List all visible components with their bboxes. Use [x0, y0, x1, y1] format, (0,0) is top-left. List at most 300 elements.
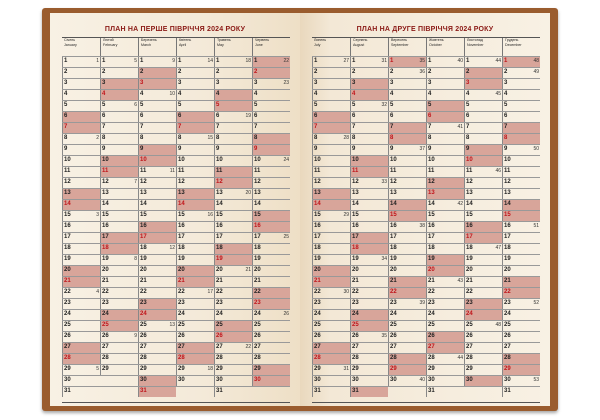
day-cell[interactable]	[464, 233, 502, 243]
day-cell[interactable]	[312, 255, 350, 265]
day-cell[interactable]	[138, 387, 176, 397]
day-cell[interactable]	[138, 233, 176, 243]
day-cell[interactable]	[464, 332, 502, 342]
day-cell[interactable]	[252, 321, 290, 331]
day-cell[interactable]	[312, 321, 350, 331]
day-cell[interactable]	[464, 145, 502, 155]
day-cell[interactable]	[502, 277, 540, 287]
day-cell[interactable]	[100, 354, 138, 364]
day-cell[interactable]	[350, 145, 388, 155]
day-cell[interactable]	[100, 244, 138, 254]
day-cell[interactable]	[312, 310, 350, 320]
day-cell[interactable]	[138, 200, 176, 210]
day-cell[interactable]	[502, 354, 540, 364]
day-cell[interactable]	[62, 310, 100, 320]
day-cell[interactable]	[176, 79, 214, 89]
day-cell[interactable]	[464, 200, 502, 210]
day-cell[interactable]	[252, 101, 290, 111]
day-cell[interactable]	[464, 123, 502, 133]
day-cell[interactable]	[100, 189, 138, 199]
day-cell[interactable]	[100, 156, 138, 166]
day-cell[interactable]	[388, 266, 426, 276]
day-cell[interactable]	[100, 101, 138, 111]
day-cell[interactable]	[426, 90, 464, 100]
day-cell[interactable]	[176, 277, 214, 287]
day-cell[interactable]	[176, 310, 214, 320]
day-cell[interactable]	[388, 189, 426, 199]
day-cell[interactable]	[252, 211, 290, 221]
day-cell[interactable]	[138, 321, 176, 331]
day-cell[interactable]	[388, 156, 426, 166]
day-cell[interactable]	[312, 57, 350, 67]
day-cell[interactable]	[176, 376, 214, 386]
day-cell[interactable]	[176, 266, 214, 276]
day-cell[interactable]	[252, 255, 290, 265]
day-cell[interactable]	[214, 145, 252, 155]
day-cell[interactable]	[312, 79, 350, 89]
day-cell[interactable]	[426, 310, 464, 320]
day-cell[interactable]	[252, 145, 290, 155]
day-cell[interactable]	[62, 222, 100, 232]
day-cell[interactable]	[138, 57, 176, 67]
day-cell[interactable]	[100, 90, 138, 100]
day-cell[interactable]	[464, 178, 502, 188]
day-cell[interactable]	[312, 101, 350, 111]
day-cell[interactable]	[100, 68, 138, 78]
day-cell[interactable]	[62, 211, 100, 221]
day-cell[interactable]	[464, 112, 502, 122]
day-cell[interactable]	[62, 365, 100, 375]
day-cell[interactable]	[350, 79, 388, 89]
day-cell[interactable]	[138, 112, 176, 122]
day-cell[interactable]	[350, 123, 388, 133]
day-cell[interactable]	[350, 255, 388, 265]
day-cell[interactable]	[464, 321, 502, 331]
day-cell[interactable]	[138, 90, 176, 100]
day-cell[interactable]	[502, 299, 540, 309]
day-cell[interactable]	[62, 79, 100, 89]
day-cell[interactable]	[176, 288, 214, 298]
day-cell[interactable]	[62, 288, 100, 298]
day-cell[interactable]	[62, 244, 100, 254]
day-cell[interactable]	[502, 178, 540, 188]
day-cell[interactable]	[252, 266, 290, 276]
day-cell[interactable]	[100, 310, 138, 320]
day-cell[interactable]	[350, 310, 388, 320]
day-cell[interactable]	[138, 79, 176, 89]
day-cell[interactable]	[502, 376, 540, 386]
day-cell[interactable]	[100, 79, 138, 89]
day-cell[interactable]	[100, 112, 138, 122]
day-cell[interactable]	[388, 376, 426, 386]
day-cell[interactable]	[502, 332, 540, 342]
day-cell[interactable]	[502, 387, 540, 397]
day-cell[interactable]	[62, 233, 100, 243]
day-cell[interactable]	[312, 222, 350, 232]
day-cell[interactable]	[388, 134, 426, 144]
day-cell[interactable]	[312, 178, 350, 188]
day-cell[interactable]	[388, 255, 426, 265]
day-cell[interactable]	[426, 387, 464, 397]
day-cell[interactable]	[214, 332, 252, 342]
day-cell[interactable]	[312, 365, 350, 375]
day-cell[interactable]	[464, 57, 502, 67]
day-cell[interactable]	[214, 255, 252, 265]
day-cell[interactable]	[214, 57, 252, 67]
day-cell[interactable]	[62, 57, 100, 67]
day-cell[interactable]	[62, 145, 100, 155]
day-cell[interactable]	[312, 211, 350, 221]
day-cell[interactable]	[464, 376, 502, 386]
day-cell[interactable]	[62, 112, 100, 122]
day-cell[interactable]	[350, 57, 388, 67]
day-cell[interactable]	[502, 57, 540, 67]
day-cell[interactable]	[252, 134, 290, 144]
day-cell[interactable]	[138, 354, 176, 364]
day-cell[interactable]	[214, 244, 252, 254]
day-cell[interactable]	[312, 156, 350, 166]
day-cell[interactable]	[388, 343, 426, 353]
day-cell[interactable]	[388, 79, 426, 89]
day-cell[interactable]	[502, 211, 540, 221]
day-cell[interactable]	[312, 266, 350, 276]
day-cell[interactable]	[350, 178, 388, 188]
day-cell[interactable]	[388, 332, 426, 342]
day-cell[interactable]	[252, 354, 290, 364]
day-cell[interactable]	[312, 145, 350, 155]
day-cell[interactable]	[388, 288, 426, 298]
day-cell[interactable]	[350, 277, 388, 287]
day-cell[interactable]	[252, 200, 290, 210]
day-cell[interactable]	[176, 134, 214, 144]
day-cell[interactable]	[176, 222, 214, 232]
day-cell[interactable]	[100, 277, 138, 287]
day-cell[interactable]	[350, 299, 388, 309]
day-cell[interactable]	[312, 288, 350, 298]
day-cell[interactable]	[138, 310, 176, 320]
day-cell[interactable]	[350, 266, 388, 276]
day-cell[interactable]	[388, 222, 426, 232]
day-cell[interactable]	[350, 354, 388, 364]
day-cell[interactable]	[138, 376, 176, 386]
day-cell[interactable]	[62, 68, 100, 78]
day-cell[interactable]	[464, 189, 502, 199]
day-cell[interactable]	[502, 310, 540, 320]
day-cell[interactable]	[214, 354, 252, 364]
day-cell[interactable]	[214, 277, 252, 287]
day-cell[interactable]	[426, 332, 464, 342]
day-cell[interactable]	[388, 200, 426, 210]
day-cell[interactable]	[176, 123, 214, 133]
day-cell[interactable]	[214, 156, 252, 166]
day-cell[interactable]	[176, 90, 214, 100]
day-cell[interactable]	[100, 266, 138, 276]
day-cell[interactable]	[388, 321, 426, 331]
day-cell[interactable]	[214, 321, 252, 331]
day-cell[interactable]	[464, 134, 502, 144]
day-cell[interactable]	[176, 68, 214, 78]
day-cell[interactable]	[176, 332, 214, 342]
day-cell[interactable]	[426, 211, 464, 221]
day-cell[interactable]	[138, 189, 176, 199]
day-cell[interactable]	[388, 299, 426, 309]
day-cell[interactable]	[388, 178, 426, 188]
day-cell[interactable]	[62, 343, 100, 353]
day-cell[interactable]	[426, 145, 464, 155]
day-cell[interactable]	[502, 266, 540, 276]
day-cell[interactable]	[214, 376, 252, 386]
day-cell[interactable]	[252, 156, 290, 166]
day-cell[interactable]	[464, 90, 502, 100]
day-cell[interactable]	[62, 255, 100, 265]
day-cell[interactable]	[502, 321, 540, 331]
day-cell[interactable]	[502, 244, 540, 254]
day-cell[interactable]	[350, 112, 388, 122]
day-cell[interactable]	[312, 299, 350, 309]
day-cell[interactable]	[100, 145, 138, 155]
day-cell[interactable]	[388, 167, 426, 177]
day-cell[interactable]	[214, 189, 252, 199]
day-cell[interactable]	[502, 101, 540, 111]
day-cell[interactable]	[388, 123, 426, 133]
day-cell[interactable]	[312, 343, 350, 353]
day-cell[interactable]	[176, 244, 214, 254]
day-cell[interactable]	[502, 68, 540, 78]
day-cell[interactable]	[312, 134, 350, 144]
day-cell[interactable]	[312, 387, 350, 397]
day-cell[interactable]	[100, 233, 138, 243]
day-cell[interactable]	[138, 244, 176, 254]
day-cell[interactable]	[214, 123, 252, 133]
day-cell[interactable]	[464, 255, 502, 265]
day-cell[interactable]	[252, 365, 290, 375]
day-cell[interactable]	[312, 233, 350, 243]
day-cell[interactable]	[502, 200, 540, 210]
day-cell[interactable]	[100, 365, 138, 375]
day-cell[interactable]	[426, 354, 464, 364]
day-cell[interactable]	[214, 200, 252, 210]
day-cell[interactable]	[388, 68, 426, 78]
day-cell[interactable]	[138, 222, 176, 232]
day-cell[interactable]	[350, 387, 388, 397]
day-cell[interactable]	[312, 277, 350, 287]
day-cell[interactable]	[100, 288, 138, 298]
day-cell[interactable]	[426, 288, 464, 298]
day-cell[interactable]	[350, 90, 388, 100]
day-cell[interactable]	[176, 57, 214, 67]
day-cell[interactable]	[426, 343, 464, 353]
day-cell[interactable]	[252, 57, 290, 67]
day-cell[interactable]	[100, 222, 138, 232]
day-cell[interactable]	[176, 101, 214, 111]
day-cell[interactable]	[62, 332, 100, 342]
day-cell[interactable]	[214, 343, 252, 353]
day-cell[interactable]	[312, 354, 350, 364]
day-cell[interactable]	[312, 123, 350, 133]
day-cell[interactable]	[312, 112, 350, 122]
day-cell[interactable]	[502, 90, 540, 100]
day-cell[interactable]	[138, 211, 176, 221]
day-cell[interactable]	[426, 101, 464, 111]
day-cell[interactable]	[252, 222, 290, 232]
day-cell[interactable]	[502, 255, 540, 265]
day-cell[interactable]	[252, 299, 290, 309]
day-cell[interactable]	[464, 244, 502, 254]
day-cell[interactable]	[252, 310, 290, 320]
day-cell[interactable]	[312, 189, 350, 199]
day-cell[interactable]	[214, 167, 252, 177]
day-cell[interactable]	[312, 376, 350, 386]
day-cell[interactable]	[214, 299, 252, 309]
day-cell[interactable]	[350, 189, 388, 199]
day-cell[interactable]	[426, 222, 464, 232]
day-cell[interactable]	[388, 211, 426, 221]
day-cell[interactable]	[100, 123, 138, 133]
day-cell[interactable]	[176, 321, 214, 331]
day-cell[interactable]	[252, 112, 290, 122]
day-cell[interactable]	[252, 123, 290, 133]
day-cell[interactable]	[138, 134, 176, 144]
day-cell[interactable]	[502, 134, 540, 144]
day-cell[interactable]	[464, 222, 502, 232]
day-cell[interactable]	[388, 101, 426, 111]
day-cell[interactable]	[214, 90, 252, 100]
day-cell[interactable]	[252, 233, 290, 243]
day-cell[interactable]	[388, 365, 426, 375]
day-cell[interactable]	[464, 343, 502, 353]
day-cell[interactable]	[138, 299, 176, 309]
day-cell[interactable]	[464, 156, 502, 166]
day-cell[interactable]	[426, 266, 464, 276]
day-cell[interactable]	[62, 156, 100, 166]
day-cell[interactable]	[176, 365, 214, 375]
day-cell[interactable]	[138, 332, 176, 342]
day-cell[interactable]	[426, 189, 464, 199]
day-cell[interactable]	[388, 244, 426, 254]
day-cell[interactable]	[312, 90, 350, 100]
day-cell[interactable]	[252, 332, 290, 342]
day-cell[interactable]	[176, 299, 214, 309]
day-cell[interactable]	[176, 189, 214, 199]
day-cell[interactable]	[252, 167, 290, 177]
day-cell[interactable]	[426, 365, 464, 375]
day-cell[interactable]	[252, 178, 290, 188]
day-cell[interactable]	[62, 178, 100, 188]
day-cell[interactable]	[464, 299, 502, 309]
day-cell[interactable]	[350, 101, 388, 111]
day-cell[interactable]	[426, 123, 464, 133]
day-cell[interactable]	[138, 145, 176, 155]
day-cell[interactable]	[426, 134, 464, 144]
day-cell[interactable]	[138, 343, 176, 353]
day-cell[interactable]	[62, 299, 100, 309]
day-cell[interactable]	[100, 134, 138, 144]
day-cell[interactable]	[464, 68, 502, 78]
day-cell[interactable]	[426, 277, 464, 287]
day-cell[interactable]	[312, 167, 350, 177]
day-cell[interactable]	[176, 156, 214, 166]
day-cell[interactable]	[426, 255, 464, 265]
day-cell[interactable]	[62, 387, 100, 397]
day-cell[interactable]	[252, 79, 290, 89]
day-cell[interactable]	[312, 332, 350, 342]
day-cell[interactable]	[176, 211, 214, 221]
day-cell[interactable]	[350, 343, 388, 353]
day-cell[interactable]	[312, 244, 350, 254]
day-cell[interactable]	[464, 167, 502, 177]
day-cell[interactable]	[176, 167, 214, 177]
day-cell[interactable]	[176, 200, 214, 210]
day-cell[interactable]	[388, 277, 426, 287]
day-cell[interactable]	[214, 178, 252, 188]
day-cell[interactable]	[214, 365, 252, 375]
day-cell[interactable]	[350, 332, 388, 342]
day-cell[interactable]	[350, 200, 388, 210]
day-cell[interactable]	[426, 178, 464, 188]
day-cell[interactable]	[100, 178, 138, 188]
day-cell[interactable]	[350, 68, 388, 78]
day-cell[interactable]	[62, 189, 100, 199]
day-cell[interactable]	[62, 354, 100, 364]
day-cell[interactable]	[464, 211, 502, 221]
day-cell[interactable]	[214, 233, 252, 243]
day-cell[interactable]	[426, 167, 464, 177]
day-cell[interactable]	[350, 365, 388, 375]
day-cell[interactable]	[100, 211, 138, 221]
day-cell[interactable]	[426, 79, 464, 89]
day-cell[interactable]	[214, 79, 252, 89]
day-cell[interactable]	[62, 321, 100, 331]
day-cell[interactable]	[502, 233, 540, 243]
day-cell[interactable]	[138, 277, 176, 287]
day-cell[interactable]	[252, 288, 290, 298]
day-cell[interactable]	[100, 255, 138, 265]
day-cell[interactable]	[388, 145, 426, 155]
day-cell[interactable]	[426, 321, 464, 331]
day-cell[interactable]	[252, 189, 290, 199]
day-cell[interactable]	[502, 288, 540, 298]
day-cell[interactable]	[214, 211, 252, 221]
day-cell[interactable]	[252, 277, 290, 287]
day-cell[interactable]	[100, 321, 138, 331]
day-cell[interactable]	[138, 255, 176, 265]
day-cell[interactable]	[138, 365, 176, 375]
day-cell[interactable]	[502, 156, 540, 166]
day-cell[interactable]	[502, 343, 540, 353]
day-cell[interactable]	[252, 68, 290, 78]
day-cell[interactable]	[388, 57, 426, 67]
day-cell[interactable]	[176, 178, 214, 188]
day-cell[interactable]	[100, 299, 138, 309]
day-cell[interactable]	[388, 310, 426, 320]
day-cell[interactable]	[388, 90, 426, 100]
day-cell[interactable]	[138, 123, 176, 133]
day-cell[interactable]	[62, 101, 100, 111]
day-cell[interactable]	[252, 376, 290, 386]
day-cell[interactable]	[62, 277, 100, 287]
day-cell[interactable]	[350, 321, 388, 331]
day-cell[interactable]	[464, 365, 502, 375]
day-cell[interactable]	[426, 156, 464, 166]
day-cell[interactable]	[176, 354, 214, 364]
day-cell[interactable]	[138, 156, 176, 166]
day-cell[interactable]	[464, 354, 502, 364]
day-cell[interactable]	[100, 343, 138, 353]
day-cell[interactable]	[350, 211, 388, 221]
day-cell[interactable]	[62, 134, 100, 144]
day-cell[interactable]	[214, 112, 252, 122]
day-cell[interactable]	[426, 57, 464, 67]
